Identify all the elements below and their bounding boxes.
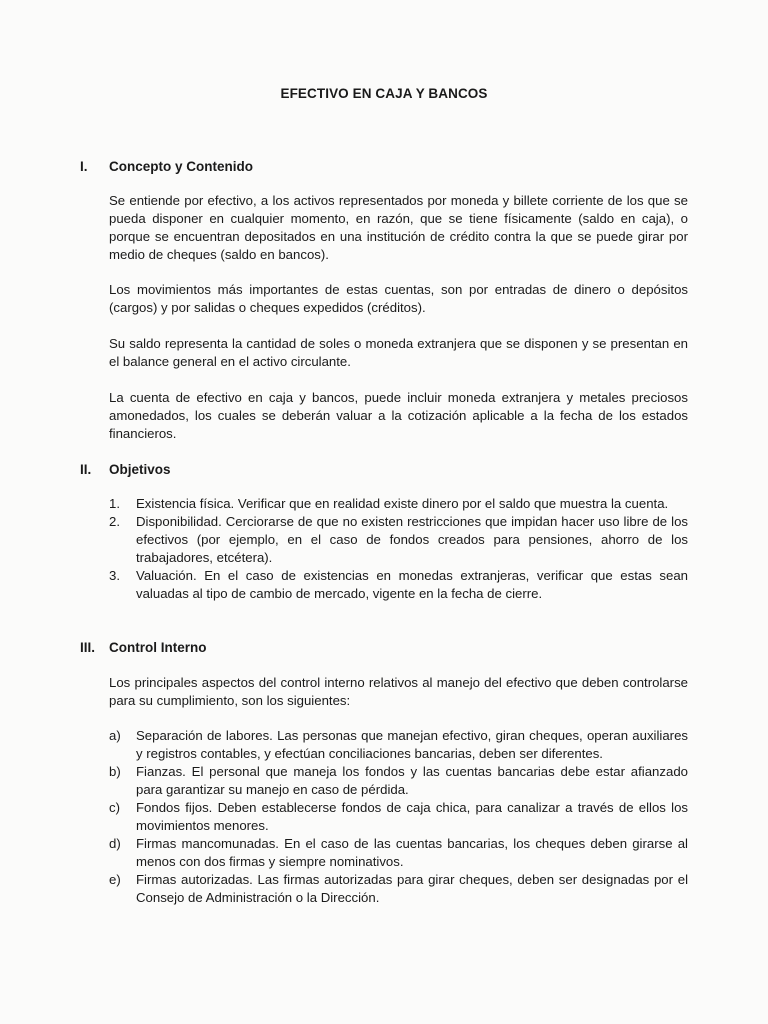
list-item — [109, 495, 688, 513]
list-marker: d) — [109, 836, 121, 851]
section-heading-objetivos — [80, 462, 171, 477]
list-item — [109, 799, 688, 835]
list-marker: a) — [109, 728, 121, 743]
document-title: EFECTIVO EN CAJA Y BANCOS — [280, 86, 488, 101]
list-item-text: Fianzas. El personal que maneja los fondos y las cuentas bancarias debe estar afianzado para garantizar su manejo en caso de pérdida. — [136, 764, 688, 797]
section-title: Objetivos — [109, 462, 171, 477]
list-item-text: Fondos fijos. Deben establecerse fondos de caja chica, para canalizar a través de ellos los movimientos menores. — [136, 800, 688, 833]
list-item — [109, 567, 688, 603]
paragraph: Los movimientos más importantes de estas cuentas, son por entradas de dinero o depósitos (cargos) y por salidas o cheques expedidos (créditos). — [109, 282, 688, 315]
section-number: II. — [80, 462, 92, 477]
list-item-text: Valuación. En el caso de existencias en monedas extranjeras, verificar que estas sean valuadas al tipo de cambio de mercado, vigente en la fecha de cierre. — [136, 568, 688, 601]
list-marker: 3. — [109, 568, 120, 583]
list-item — [109, 513, 688, 567]
list-item — [109, 763, 688, 799]
section-heading-concepto — [80, 159, 253, 174]
list-item-text: Firmas autorizadas. Las firmas autorizadas para girar cheques, deben ser designadas por el Consejo de Administración o la Dirección. — [136, 872, 688, 905]
section-heading-control-interno — [80, 640, 207, 655]
paragraph: Los principales aspectos del control interno relativos al manejo del efectivo que deben controlarse para su cumplimiento, son los siguientes: — [109, 675, 688, 708]
paragraph: Su saldo representa la cantidad de soles o moneda extranjera que se disponen y se presentan en el balance general en el activo circulante. — [109, 336, 688, 369]
list-item — [109, 871, 688, 907]
list-item-text: Existencia física. Verificar que en realidad existe dinero por el saldo que muestra la cuenta. — [136, 496, 669, 511]
section-number: I. — [80, 159, 88, 174]
list-marker: 2. — [109, 514, 120, 529]
list-item — [109, 835, 688, 871]
list-item-text: Disponibilidad. Cerciorarse de que no existen restricciones que impidan hacer uso libre de los efectivos (por ejemplo, en el caso de fondos creados para pensiones, ahorro de los trabajadores, etcétera). — [136, 514, 688, 565]
controls-list — [109, 727, 688, 907]
objectives-list — [109, 495, 688, 603]
list-marker: 1. — [109, 496, 120, 511]
list-marker: e) — [109, 872, 121, 887]
paragraph: La cuenta de efectivo en caja y bancos, puede incluir moneda extranjera y metales preciosos amonedados, los cuales se deberán valuar a la cotización aplicable a la fecha de los estados financieros. — [109, 390, 688, 441]
section-title: Concepto y Contenido — [109, 159, 253, 174]
paragraph: Se entiende por efectivo, a los activos representados por moneda y billete corriente de los que se pueda disponer en cualquier momento, en razón, que se tiene físicamente (saldo en caja), o porque se encuentran depositados en una institución de crédito contra la que se puede girar por medio de cheques (saldo en bancos). — [109, 193, 688, 262]
list-item — [109, 727, 688, 763]
list-item-text: Separación de labores. Las personas que manejan efectivo, giran cheques, operan auxiliares y registros contables, y efectúan conciliaciones bancarias, deben ser diferentes. — [136, 728, 688, 761]
list-marker: b) — [109, 764, 121, 779]
section-title: Control Interno — [109, 640, 207, 655]
section-number: III. — [80, 640, 96, 655]
list-item-text: Firmas mancomunadas. En el caso de las cuentas bancarias, los cheques deben girarse al menos con dos firmas y siempre nominativos. — [136, 836, 688, 869]
list-marker: c) — [109, 800, 120, 815]
